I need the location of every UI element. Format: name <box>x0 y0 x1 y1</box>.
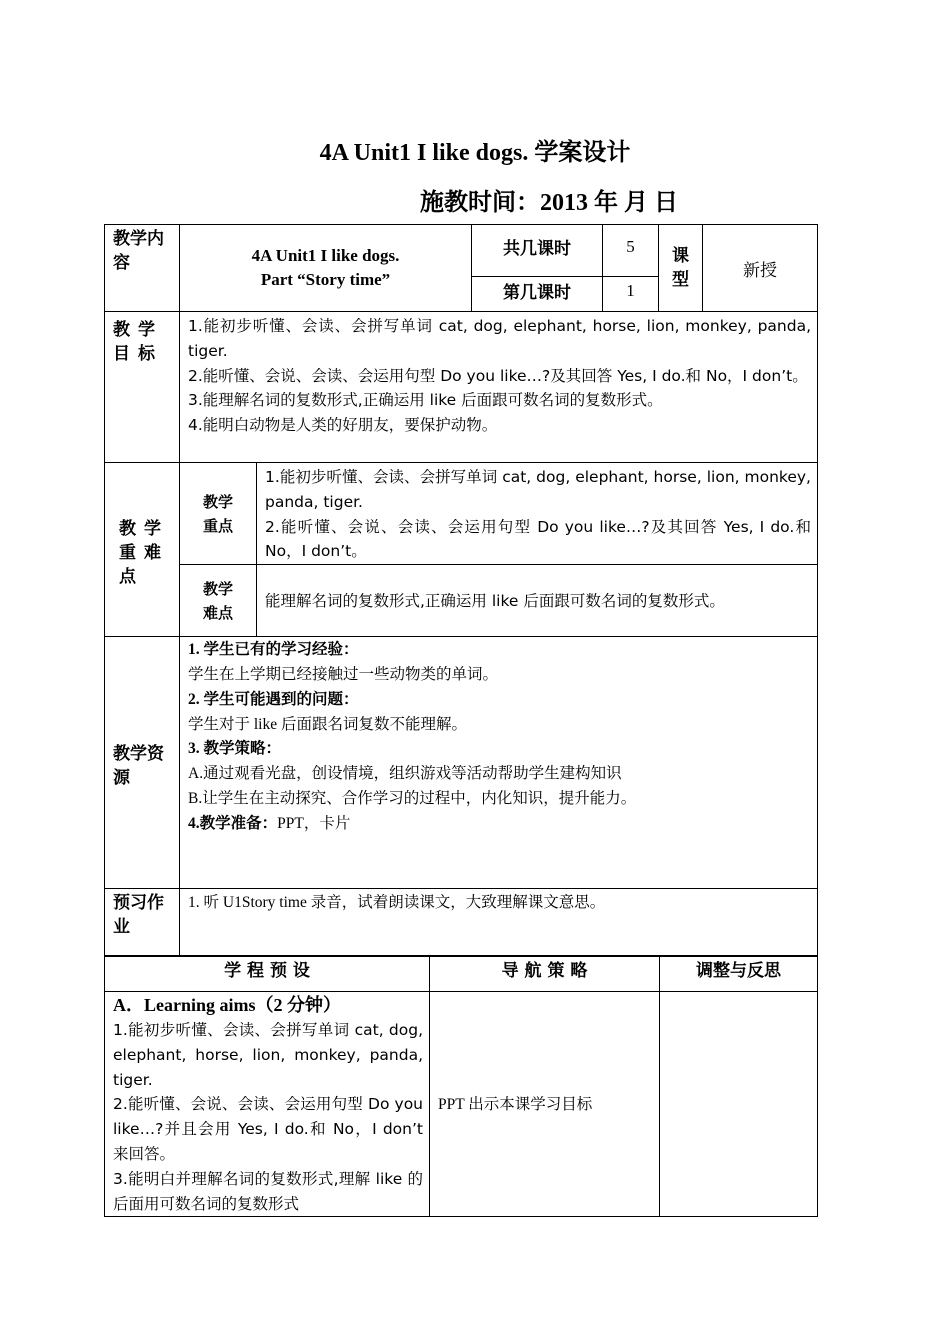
resources-text-4: PPT，卡片 <box>277 814 351 832</box>
focus-content <box>257 463 818 565</box>
resources-text-1: 学生在上学期已经接触过一些动物类的单词。 <box>188 665 499 683</box>
content-label: 教学内容 <box>105 225 180 312</box>
lesson-info-table <box>104 224 818 957</box>
aim-item: 1.能初步听懂、会读、会拼写单词 cat, dog, elephant, horse, lion, monkey, panda, tiger. <box>113 1021 423 1089</box>
lesson-number-label: 第几课时 <box>472 277 603 312</box>
goals-label: 教学 目标 <box>105 312 180 463</box>
resources-content <box>180 637 818 889</box>
lesson-number-value: 1 <box>603 277 659 312</box>
goal-item: 4.能明白动物是人类的好朋友，要保护动物。 <box>188 416 498 435</box>
learning-process-table <box>104 955 818 1217</box>
resources-text-2: 学生对于 like 后面跟名词复数不能理解。 <box>188 715 467 733</box>
total-hours-value: 5 <box>603 225 659 277</box>
key-points-label: 教学 重难 点 <box>105 463 180 637</box>
lesson-type-value: 新授 <box>703 225 818 312</box>
resources-heading-3: 3. 教学策略： <box>188 740 282 758</box>
difficulty-label: 教学 难点 <box>180 565 257 637</box>
aim-item: 2.能听懂、会说、会读、会运用句型 Do you like…?并且会用 Yes, I do.和 No，I don’t 来回答。 <box>113 1095 423 1163</box>
process-header: 学 程 预 设 <box>105 956 430 992</box>
total-hours-label: 共几课时 <box>472 225 603 277</box>
process-content <box>105 992 430 1217</box>
resources-heading-1: 1. 学生已有的学习经验： <box>188 641 359 659</box>
content-line-2: Part “Story time” <box>260 270 391 289</box>
document-title: 4A Unit1 I like dogs. 学案设计 <box>319 140 631 166</box>
reflection-content <box>660 992 818 1217</box>
difficulty-content: 能理解名词的复数形式,正确运用 like 后面跟可数名词的复数形式。 <box>257 565 818 637</box>
focus-label: 教学 重点 <box>180 463 257 565</box>
content-value <box>180 225 472 312</box>
teaching-date: 施教时间：2013 年 月 日 <box>420 190 678 216</box>
goal-item: 1.能初步听懂、会读、会拼写单词 cat, dog, elephant, horse, lion, monkey, panda, tiger. <box>188 317 811 360</box>
preview-label: 预习作 业 <box>105 889 180 957</box>
section-title: A．Learning aims（2 分钟） <box>113 995 342 1015</box>
resources-heading-4: 4.教学准备： <box>188 814 278 832</box>
reflection-header: 调整与反思 <box>660 956 818 992</box>
focus-item: 2.能听懂、会说、会读、会运用句型 Do you like…?及其回答 Yes, I do.和 No，I don’t。 <box>265 517 811 561</box>
aim-item: 3.能明白并理解名词的复数形式,理解 like 的后面用可数名词的复数形式 <box>113 1169 423 1213</box>
lesson-type-label: 课 型 <box>659 225 703 312</box>
strategy-content: PPT 出示本课学习目标 <box>430 992 660 1217</box>
focus-item: 1.能初步听懂、会读、会拼写单词 cat, dog, elephant, horse, lion, monkey, panda, tiger. <box>265 468 811 511</box>
resources-label: 教学资 源 <box>105 637 180 889</box>
resources-text-3a: A.通过观看光盘，创设情境，组织游戏等活动帮助学生建构知识 <box>188 765 622 783</box>
resources-heading-2: 2. 学生可能遇到的问题： <box>188 690 359 708</box>
resources-text-3b: B.让学生在主动探究、合作学习的过程中，内化知识，提升能力。 <box>188 789 637 807</box>
content-line-1: 4A Unit1 I like dogs. <box>251 246 400 265</box>
strategy-header: 导 航 策 略 <box>430 956 660 992</box>
goals-content <box>180 312 818 463</box>
goal-item: 3.能理解名词的复数形式,正确运用 like 后面跟可数名词的复数形式。 <box>188 391 663 410</box>
preview-content: 1. 听 U1Story time 录音，试着朗读课文，大致理解课文意思。 <box>180 889 818 957</box>
goal-item: 2.能听懂、会说、会读、会运用句型 Do you like…?及其回答 Yes, I do.和 No，I don’t。 <box>188 366 808 385</box>
